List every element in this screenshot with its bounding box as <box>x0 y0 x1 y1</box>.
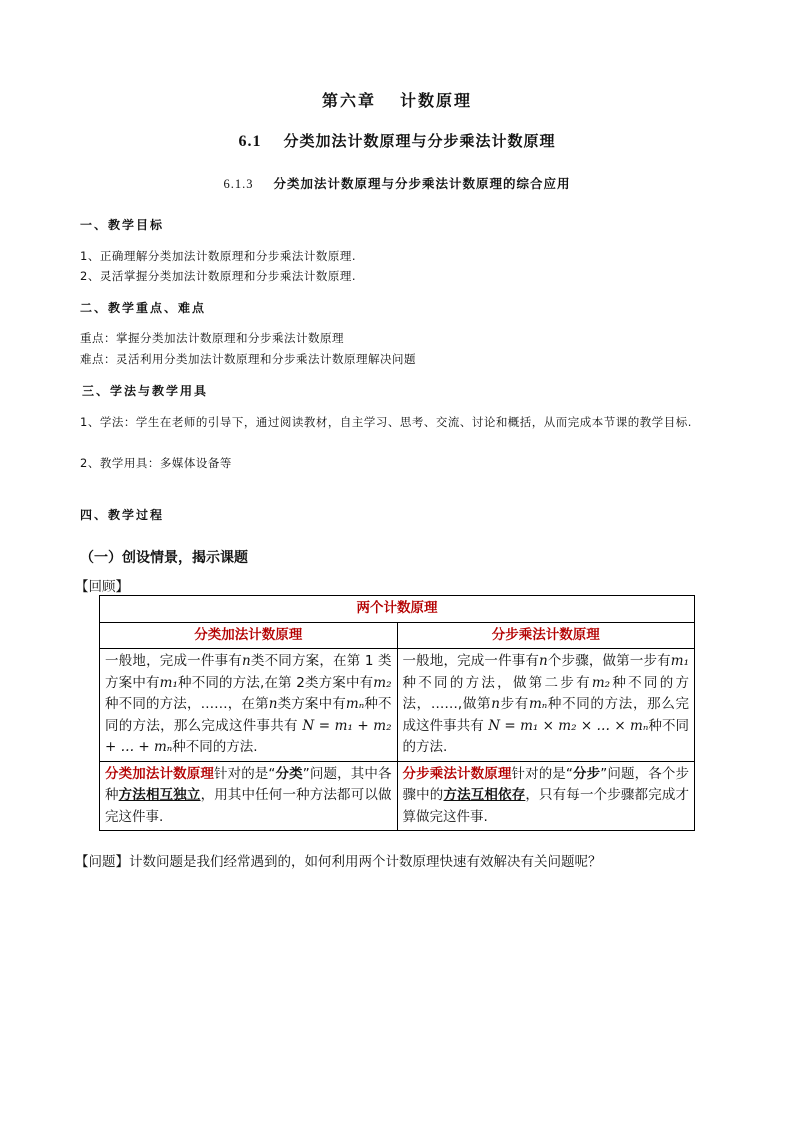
chapter-title <box>0 88 794 111</box>
key-points-heading: 二、教学重点、难点 <box>80 301 207 315</box>
multiplication-formula: N = m₁ × m₂ × … × mₙ <box>488 717 649 734</box>
principles-table <box>99 595 695 831</box>
col-header-addition: 分类加法计数原理 <box>100 622 398 649</box>
subsection-title <box>0 174 794 192</box>
question-text: 【问题】计数问题是我们经常遇到的，如何利用两个计数原理快速有效解决有关问题呢？ <box>75 854 602 870</box>
methods-item: 2、教学用具：多媒体设备等 <box>80 456 232 470</box>
addition-description: 一般地，完成一件事有n类不同方案，在第 1 类方案中有m₁种不同的方法,在第 2类方案中有m₂种不同的方法，……，在第n类方案中有mₙ种不同的方法，那么完成这件事共有 N = m₁ + m₂ + … + mₙ种不同的方法. <box>100 649 398 762</box>
goal-item: 2、灵活掌握分类加法计数原理和分步乘法计数原理. <box>80 269 356 283</box>
section-title <box>0 130 794 151</box>
subsection-name: 分类加法计数原理与分步乘法计数原理的综合应用 <box>273 176 571 191</box>
process-heading: 四、教学过程 <box>80 508 165 522</box>
methods-heading: 三、学法与教学用具 <box>82 384 209 398</box>
goals-heading: 一、教学目标 <box>80 218 165 232</box>
key-point-item: 重点：掌握分类加法计数原理和分步乘法计数原理 <box>80 331 344 345</box>
chapter-name: 计数原理 <box>400 91 473 110</box>
multiplication-note: 分步乘法计数原理针对的是“分步”问题，各个步骤中的方法互相依存，只有每一个步骤都完成才算做完这件事. <box>397 761 695 831</box>
key-point-item: 难点：灵活利用分类加法计数原理和分步乘法计数原理解决问题 <box>80 352 416 366</box>
methods-item: 1、学法：学生在老师的引导下，通过阅读教材，自主学习、思考、交流、讨论和概括，从而完成本节课的教学目标. <box>80 415 692 429</box>
multiplication-description: 一般地，完成一件事有n个步骤，做第一步有m₁种不同的方法，做第二步有m₂种不同的方法，……,做第n步有mₙ种不同的方法，那么完成这件事共有 N = m₁ × m₂ × … × mₙ种不同的方法. <box>397 649 695 762</box>
process-subheading: （一）创设情景，揭示课题 <box>80 550 248 566</box>
addition-note: 分类加法计数原理针对的是“分类”问题，其中各种方法相互独立，用其中任何一种方法都可以做完这件事. <box>100 761 398 831</box>
col-header-multiplication: 分步乘法计数原理 <box>397 622 695 649</box>
addition-formula: N = m₁ + m₂ + … + mₙ <box>105 717 392 755</box>
goal-item: 1、正确理解分类加法计数原理和分步乘法计数原理. <box>80 249 356 263</box>
subsection-number: 6.1.3 <box>223 177 254 191</box>
section-number: 6.1 <box>238 133 262 150</box>
chapter-label: 第六章 <box>321 91 376 110</box>
table-title: 两个计数原理 <box>100 596 695 623</box>
review-label: 【回顾】 <box>75 579 129 595</box>
section-name: 分类加法计数原理与分步乘法计数原理 <box>283 132 556 150</box>
